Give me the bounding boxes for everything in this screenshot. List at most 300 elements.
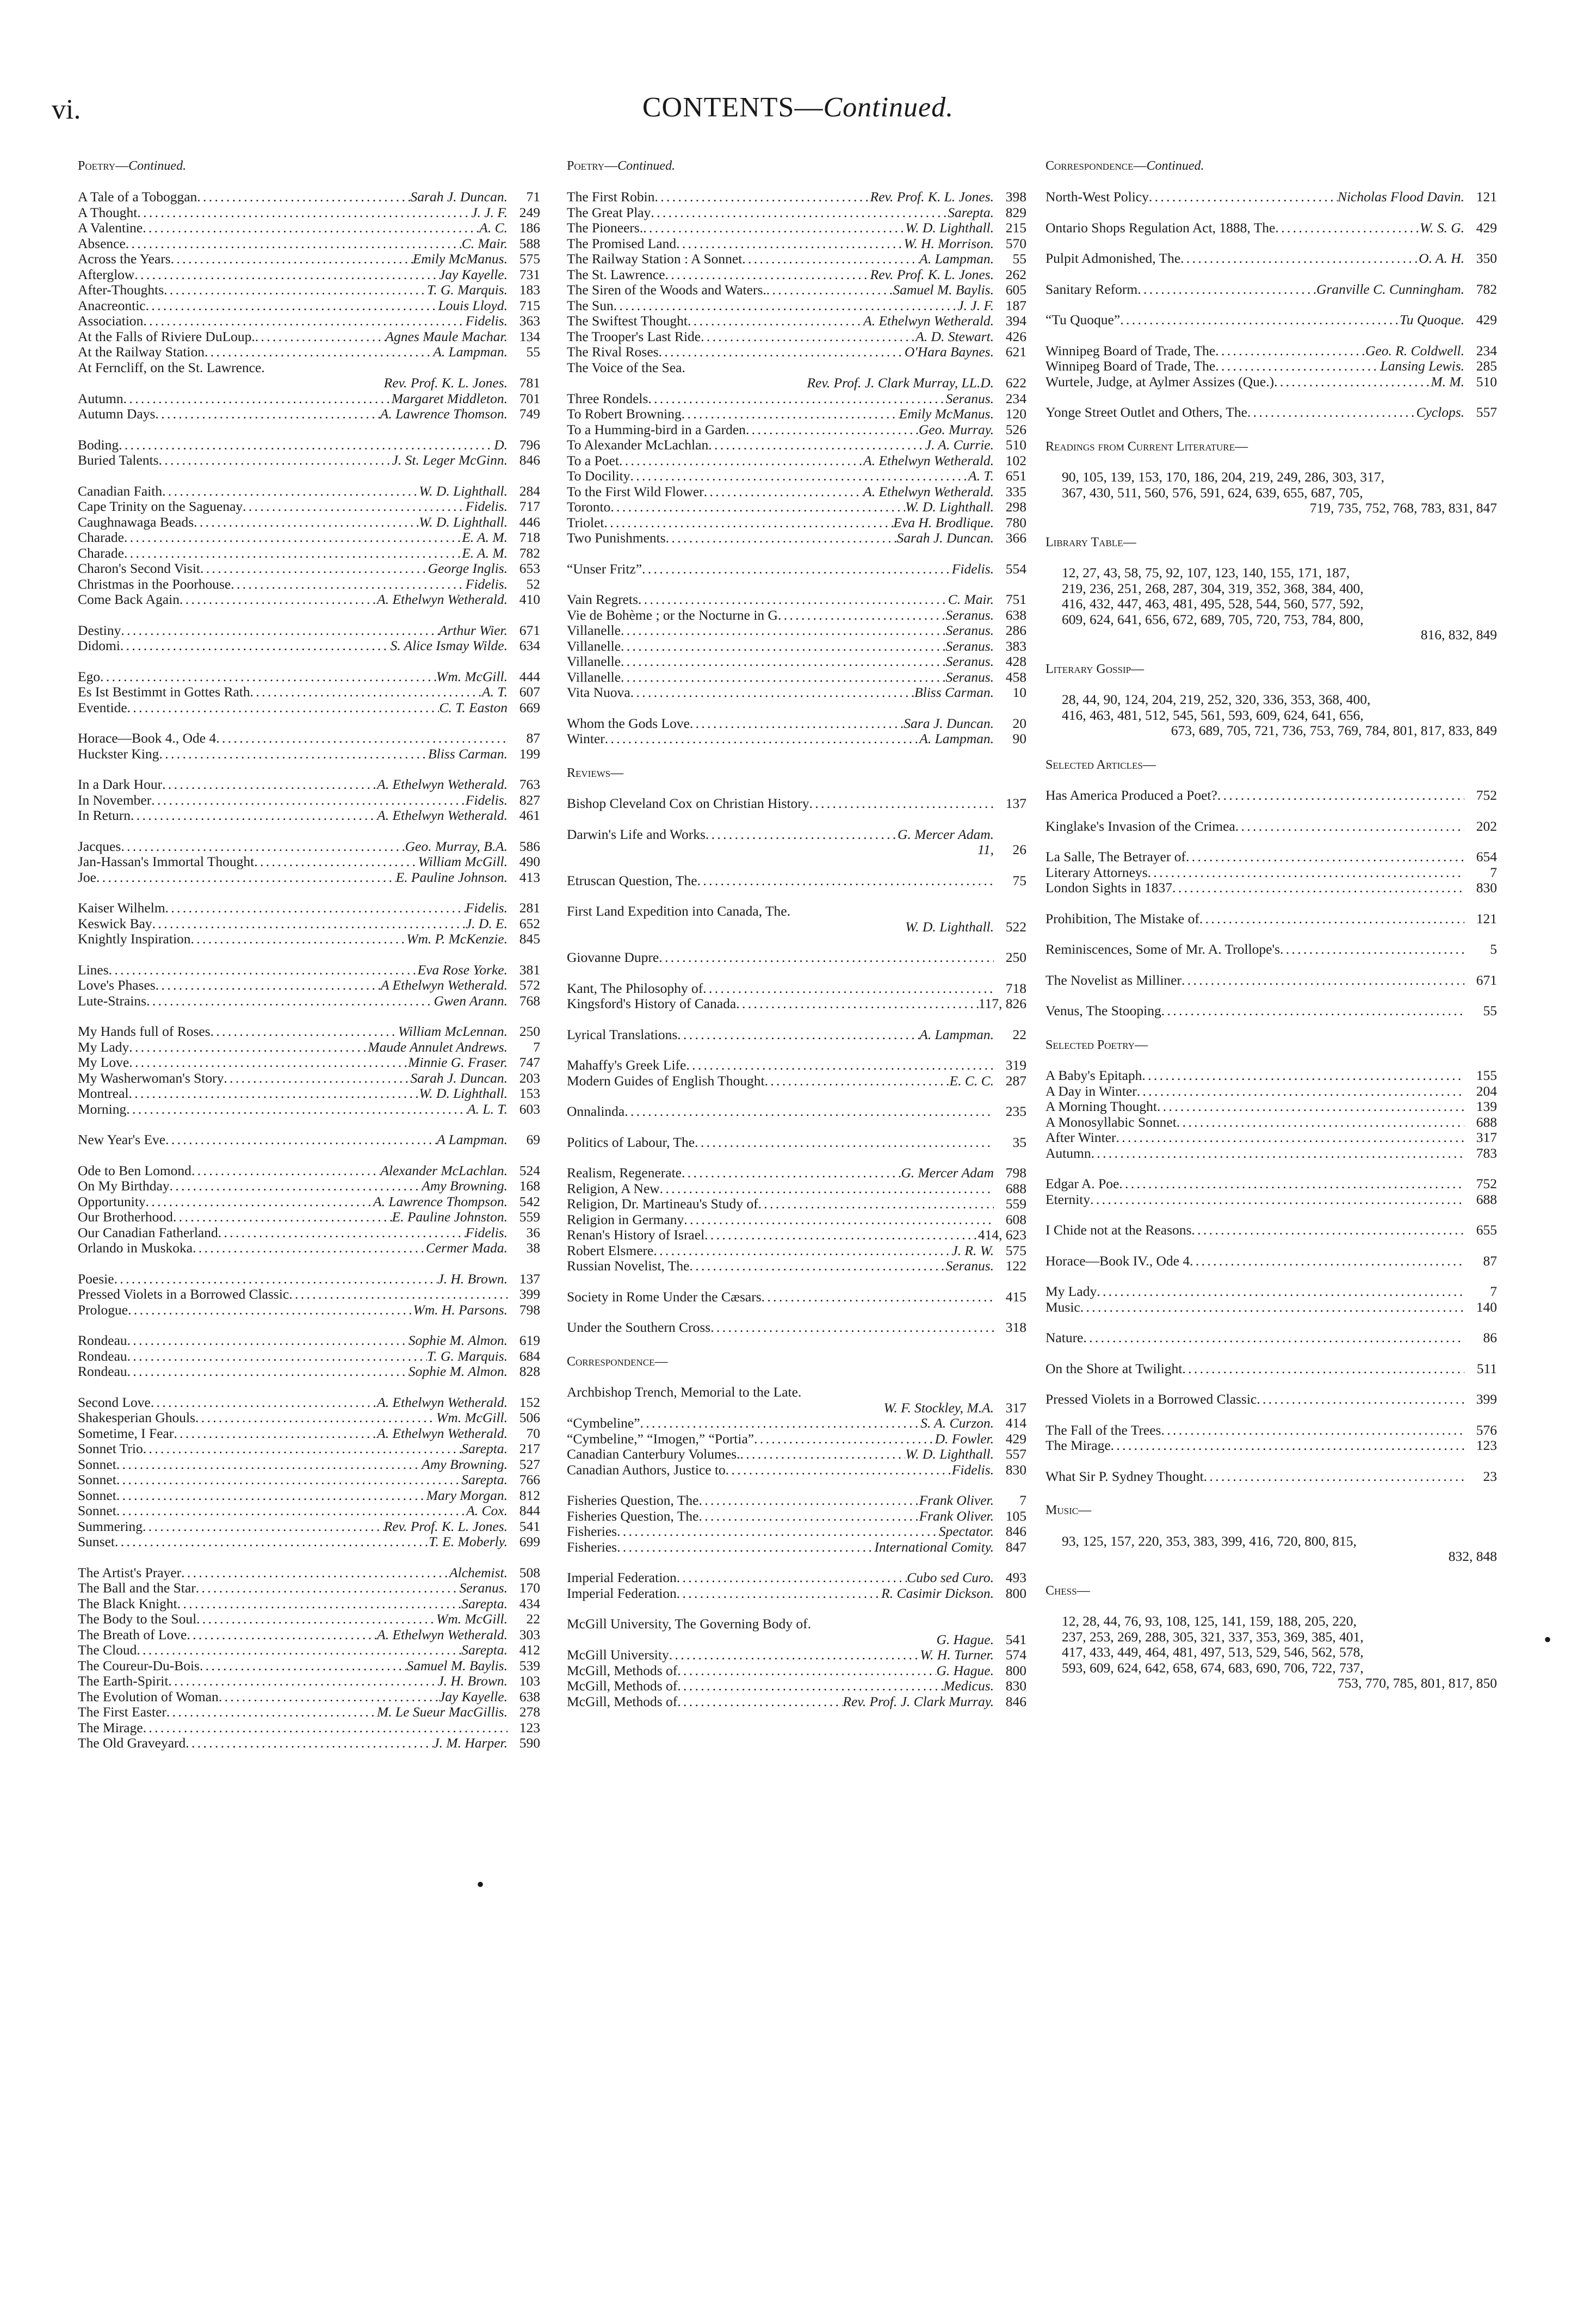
index-entry <box>567 685 1026 701</box>
entry-page: 800 <box>1005 1585 1026 1601</box>
leader-dots <box>120 638 391 654</box>
page-number-line: 93, 125, 157, 220, 353, 383, 399, 416, 720, 800, 815, <box>1062 1533 1357 1549</box>
index-entry <box>567 220 1026 236</box>
entry-author: Wm. McGill. <box>436 1410 508 1425</box>
leader-dots <box>114 1271 438 1287</box>
entry-title: My Love <box>78 1055 129 1070</box>
index-entry <box>1046 405 1497 421</box>
entry-page: 428 <box>1005 654 1026 669</box>
chess-page-list <box>1046 1614 1497 1691</box>
leader-dots <box>704 484 863 500</box>
index-entry <box>78 1364 540 1380</box>
entry-title: A Day in Winter <box>1046 1083 1137 1099</box>
entry-page: 429 <box>1476 312 1497 328</box>
index-entry <box>567 1462 1026 1478</box>
leader-dots <box>630 685 914 701</box>
index-entry <box>1046 942 1497 958</box>
leader-dots <box>143 1720 508 1736</box>
entry-page: 187 <box>1005 298 1026 313</box>
entry-title: Caughnawaga Beads <box>78 514 194 530</box>
leader-dots <box>630 468 969 484</box>
entry-page: 7 <box>1490 864 1497 880</box>
index-entry-continuation <box>78 375 540 391</box>
entry-title: Religion, A New <box>567 1181 660 1196</box>
entry-author: W. H. Turner. <box>920 1647 994 1663</box>
leader-dots <box>758 1196 994 1212</box>
index-entry-continuation <box>567 375 1026 391</box>
entry-page: 752 <box>1476 1176 1497 1191</box>
entry-page: 153 <box>519 1086 540 1101</box>
entry-title: What Sir P. Sydney Thought <box>1046 1468 1204 1484</box>
entry-title: Autumn <box>78 391 123 406</box>
leader-dots <box>677 1678 943 1694</box>
leader-dots <box>651 205 948 221</box>
entry-title: Lute-Strains <box>78 993 147 1009</box>
leader-dots <box>621 639 945 654</box>
entry-author: A. Ethelwyn Wetherald. <box>863 313 994 329</box>
entry-title: The Mirage <box>78 1720 143 1736</box>
entry-author: Fidelis. <box>465 313 508 329</box>
entry-author: C. Mair. <box>948 592 994 607</box>
entry-author: Cermer Mada. <box>425 1240 508 1256</box>
entry-page: 752 <box>1476 788 1497 803</box>
leader-dots <box>196 1611 436 1627</box>
leader-dots <box>194 515 419 530</box>
index-entry <box>1046 220 1497 236</box>
entry-page: 783 <box>1476 1145 1497 1161</box>
entry-page: 134 <box>519 329 540 344</box>
entry-title: Ode to Ben Lomond <box>78 1163 191 1178</box>
index-entry <box>567 484 1026 500</box>
leader-dots <box>191 931 407 947</box>
poetry-index-list <box>567 189 1026 747</box>
entry-title: “Cymbeline” <box>567 1416 640 1431</box>
entry-page: 557 <box>1005 1447 1026 1462</box>
index-entry <box>1046 1438 1497 1454</box>
entry-title: Yonge Street Outlet and Others, The <box>1046 405 1247 420</box>
leader-dots <box>689 1258 945 1274</box>
entry-title: Cape Trinity on the Saguenay <box>78 499 243 514</box>
leader-dots <box>116 1503 466 1519</box>
leader-dots <box>164 282 427 298</box>
leader-dots <box>119 437 494 453</box>
entry-title: New Year's Eve <box>78 1132 166 1147</box>
entry-page: 701 <box>519 391 540 406</box>
page-number-line: 673, 689, 705, 721, 736, 753, 769, 784, 801, 817, 833, 849 <box>1171 722 1497 738</box>
entry-page: 140 <box>1476 1299 1497 1315</box>
entry-title: Bishop Cleveland Cox on Christian History <box>567 796 809 811</box>
entry-author: W. D. Lighthall. <box>419 483 508 499</box>
entry-page: 137 <box>519 1271 540 1287</box>
leader-dots <box>778 608 946 623</box>
entry-page: 319 <box>1005 1058 1026 1073</box>
index-entry <box>1046 374 1497 390</box>
index-entry <box>567 1416 1026 1431</box>
entry-page: 510 <box>1476 374 1497 390</box>
entry-author: A. Ethelwyn Wetherald. <box>863 453 994 468</box>
entry-page: 122 <box>1005 1258 1026 1274</box>
leader-dots <box>127 1364 409 1380</box>
entry-author: Jay Kayelle. <box>438 267 508 282</box>
entry-title: The Coureur-Du-Bois <box>78 1658 200 1673</box>
entry-author: A. Ethelwyn Wetherald. <box>863 484 994 499</box>
leader-dots <box>695 1135 994 1151</box>
leader-dots <box>205 344 433 360</box>
leader-dots <box>116 1457 422 1473</box>
index-entry <box>78 1333 540 1349</box>
entry-title: Villanelle <box>567 623 621 638</box>
index-entry <box>567 1663 1026 1679</box>
entry-title: Winnipeg Board of Trade, The <box>1046 343 1216 359</box>
entry-page: 590 <box>519 1736 540 1751</box>
entry-page: 766 <box>519 1472 540 1487</box>
index-entry <box>78 1102 540 1117</box>
entry-title: Vita Nuova <box>567 685 630 700</box>
leader-dots <box>289 1287 508 1302</box>
entry-title: Realism, Regenerate <box>567 1165 682 1181</box>
index-entry <box>1046 1469 1497 1485</box>
leader-dots <box>742 251 919 267</box>
index-entry <box>567 360 1026 376</box>
entry-author: Rev. Prof. K. L. Jones. <box>870 189 994 205</box>
section-heading-correspondence-continued: Correspondence—Continued. <box>1046 159 1204 173</box>
index-entry <box>78 1225 540 1241</box>
index-entry <box>1046 251 1497 267</box>
index-entry <box>78 1596 540 1612</box>
index-entry <box>78 1209 540 1225</box>
leader-dots <box>660 1181 994 1197</box>
leader-dots <box>115 1534 429 1550</box>
index-entry <box>78 360 540 376</box>
index-entry <box>567 391 1026 407</box>
entry-author: Seranus. <box>945 638 994 654</box>
entry-page: 152 <box>519 1394 540 1410</box>
section-heading-continued: Continued. <box>1146 159 1204 173</box>
index-entry <box>1046 1176 1497 1192</box>
index-entry <box>1046 1146 1497 1162</box>
entry-title: Sonnet <box>78 1456 116 1472</box>
entry-author: Fidelis. <box>465 900 508 916</box>
index-entry <box>1046 1423 1497 1438</box>
entry-page: 168 <box>519 1178 540 1194</box>
leader-dots <box>143 313 465 329</box>
entry-page: 183 <box>519 282 540 298</box>
entry-title: Ego <box>78 669 101 684</box>
leader-dots <box>688 313 863 329</box>
entry-title: After-Thoughts <box>78 282 164 298</box>
page-number-line: 12, 28, 44, 76, 93, 108, 125, 141, 159, 188, 205, 220, <box>1062 1613 1357 1629</box>
index-entry <box>78 1395 540 1411</box>
entry-title: Canadian Canterbury Volumes. <box>567 1447 740 1462</box>
index-entry <box>567 251 1026 267</box>
leader-dots <box>116 1472 461 1488</box>
entry-title: Sanitary Reform <box>1046 281 1138 297</box>
entry-author: T. G. Marquis. <box>426 282 508 298</box>
entry-author: Amy Browning. <box>422 1178 508 1194</box>
leader-dots <box>666 530 897 546</box>
entry-title: A Monosyllabic Sonnet <box>1046 1114 1177 1130</box>
entry-page: 203 <box>519 1070 540 1086</box>
index-entry <box>78 1040 540 1055</box>
index-entry <box>567 731 1026 747</box>
index-entry <box>78 329 540 345</box>
page-number-line: 593, 609, 624, 642, 658, 674, 683, 690, 706, 722, 737, <box>1062 1659 1364 1676</box>
index-entry-continuation <box>567 842 1026 858</box>
leader-dots <box>1180 251 1419 267</box>
leader-dots <box>617 1540 874 1555</box>
index-entry <box>567 453 1026 469</box>
entry-title: Our Canadian Fatherland <box>78 1225 218 1240</box>
entry-page: 781 <box>519 375 540 391</box>
entry-page: 446 <box>519 514 540 530</box>
entry-page: 684 <box>519 1348 540 1364</box>
entry-title: Christmas in the Poorhouse <box>78 576 231 592</box>
entry-author: A. Lampman. <box>919 1027 994 1042</box>
entry-title: Anacreontic <box>78 298 146 313</box>
entry-author: Gwen Arann. <box>434 993 508 1009</box>
index-entry <box>567 1227 1026 1243</box>
entry-page: 508 <box>519 1565 540 1580</box>
entry-title: Pressed Violets in a Borrowed Classic <box>1046 1392 1257 1407</box>
entry-title: At the Falls of Riviere DuLoup. <box>78 329 255 344</box>
index-entry <box>1046 359 1497 374</box>
leader-dots <box>250 684 482 700</box>
index-entry <box>567 530 1026 546</box>
index-entry <box>567 236 1026 252</box>
entry-author: A. Lampman. <box>433 344 508 360</box>
ink-dot-mark: • <box>477 1872 485 1897</box>
index-entry <box>78 669 540 685</box>
entry-title: A Morning Thought <box>1046 1099 1157 1114</box>
leader-dots <box>191 1163 380 1179</box>
index-entry <box>567 1524 1026 1540</box>
entry-page: 70 <box>526 1425 540 1441</box>
entry-title: Villanelle <box>567 654 621 669</box>
index-entry <box>78 251 540 267</box>
entry-author: Sarah J. Duncan. <box>410 1070 508 1086</box>
entry-title: The Mirage <box>1046 1438 1111 1453</box>
entry-title: Vie de Bohème ; or the Nocturne in G <box>567 607 778 623</box>
entry-title: The Great Play <box>567 205 651 220</box>
leader-dots <box>116 1488 426 1504</box>
index-entry <box>1046 880 1497 896</box>
entry-page: 414, 623 <box>978 1227 1026 1243</box>
leader-dots <box>619 453 863 469</box>
index-entry <box>78 530 540 546</box>
index-entry <box>78 916 540 932</box>
entry-page: 510 <box>1005 437 1026 453</box>
entry-author: J. St. Leger McGinn. <box>392 453 508 468</box>
leader-dots <box>766 282 893 298</box>
entry-page: 204 <box>1476 1083 1497 1099</box>
index-entry <box>567 996 1026 1012</box>
entry-page: 363 <box>519 313 540 329</box>
index-entry <box>78 1410 540 1426</box>
entry-author: G. Hague. <box>936 1663 994 1678</box>
entry-page: 69 <box>526 1132 540 1147</box>
entry-author: J. D. E. <box>465 916 508 931</box>
leader-dots <box>659 344 905 360</box>
leader-dots <box>1190 1253 1464 1269</box>
entry-author: Fidelis. <box>951 1462 994 1478</box>
leader-dots <box>137 205 471 221</box>
index-entry <box>1046 1115 1497 1131</box>
entry-page: 847 <box>1005 1539 1026 1555</box>
entry-page: 638 <box>519 1689 540 1704</box>
column-middle <box>567 158 1026 1709</box>
leader-dots <box>1204 1469 1464 1485</box>
entry-title: Music <box>1046 1299 1080 1315</box>
entry-page: 688 <box>1476 1191 1497 1207</box>
entry-title: Literary Attorneys <box>1046 864 1148 880</box>
leader-dots <box>682 1165 901 1181</box>
entry-title: Politics of Labour, The <box>567 1134 695 1150</box>
entry-title: Russian Novelist, The <box>567 1258 690 1274</box>
index-entry <box>78 1178 540 1194</box>
entry-title: The Evolution of Woman <box>78 1689 219 1704</box>
leader-dots <box>1181 973 1464 989</box>
entry-title: The Body to the Soul <box>78 1611 197 1627</box>
entry-author: J. R. W. <box>951 1243 994 1258</box>
index-entry <box>78 808 540 824</box>
entry-title: Morning <box>78 1101 127 1117</box>
index-entry <box>78 931 540 947</box>
entry-page: 318 <box>1005 1320 1026 1335</box>
leader-dots <box>1111 1438 1464 1454</box>
entry-author: Rev. Prof. K. L. Jones. <box>870 267 994 282</box>
entry-page: 117, 826 <box>978 996 1026 1011</box>
section-heading-selected-articles: Selected Articles— <box>1046 757 1156 772</box>
column-right <box>1046 158 1497 1691</box>
entry-author: Geo. Murray. <box>918 422 994 437</box>
entry-title: Sunset <box>78 1534 115 1549</box>
entry-page: 827 <box>519 792 540 808</box>
leader-dots <box>131 808 377 824</box>
entry-author: Lansing Lewis. <box>1380 359 1464 374</box>
leader-dots <box>126 1102 467 1117</box>
index-entry <box>78 313 540 329</box>
entry-author: G. Hague. <box>936 1631 994 1647</box>
entry-page: 671 <box>1476 972 1497 988</box>
index-entry <box>78 638 540 654</box>
entry-page: 121 <box>1476 911 1497 927</box>
index-entry <box>78 900 540 916</box>
entry-author: Fidelis. <box>465 576 508 592</box>
entry-title: Canadian Authors, Justice to <box>567 1462 726 1478</box>
entry-title: Ontario Shops Regulation Act, 1888, The <box>1046 220 1276 236</box>
leader-dots <box>621 654 945 670</box>
index-entry <box>1046 788 1497 804</box>
index-entry <box>78 1472 540 1488</box>
entry-page: 830 <box>1005 1678 1026 1694</box>
index-entry <box>78 1086 540 1102</box>
entry-page: 830 <box>1476 880 1497 895</box>
leader-dots <box>124 530 462 546</box>
entry-author: Sarah J. Duncan. <box>896 530 994 546</box>
leader-dots <box>126 236 462 252</box>
selected-articles-list <box>1046 788 1497 1019</box>
entry-page: 426 <box>1005 329 1026 344</box>
leader-dots <box>211 1024 398 1040</box>
entry-author: Samuel M. Baylis. <box>893 282 994 298</box>
entry-page: 102 <box>1005 453 1026 468</box>
leader-dots <box>1215 343 1365 359</box>
leader-dots <box>643 220 905 236</box>
index-entry <box>78 1302 540 1318</box>
leader-dots <box>1090 1192 1464 1208</box>
index-entry <box>567 950 1026 966</box>
entry-page: 800 <box>1005 1663 1026 1678</box>
index-entry <box>78 1565 540 1581</box>
entry-author: Fidelis. <box>951 561 994 577</box>
entry-page: 574 <box>1005 1647 1026 1663</box>
leader-dots <box>642 561 952 577</box>
entry-author: C. Mair. <box>461 236 508 251</box>
entry-title: The Rival Roses <box>567 344 659 360</box>
entry-page: 262 <box>1005 267 1026 282</box>
entry-author: W. D. Lighthall. <box>905 220 994 236</box>
entry-author: A. T. <box>482 684 508 700</box>
leader-dots <box>614 298 957 314</box>
leader-dots <box>1116 1130 1465 1146</box>
entry-title: After Winter <box>1046 1130 1116 1145</box>
entry-page: 607 <box>519 684 540 700</box>
entry-title: Archbishop Trench, Memorial to the Late. <box>567 1385 802 1400</box>
entry-author: W. D. Lighthall. <box>419 1086 508 1101</box>
index-entry <box>78 1534 540 1550</box>
index-entry <box>78 344 540 360</box>
entry-title: Robert Elsmere <box>567 1243 654 1258</box>
entry-page: 335 <box>1005 484 1026 499</box>
entry-author: Wm. P. McKenzie. <box>406 931 508 947</box>
leader-dots <box>677 1570 907 1586</box>
entry-author: M. Le Sueur MacGillis. <box>376 1704 508 1720</box>
index-entry <box>1046 1300 1497 1316</box>
leader-dots <box>677 1663 936 1679</box>
entry-page: 75 <box>1012 873 1026 888</box>
entry-title: A Tale of a Toboggan <box>78 189 197 205</box>
index-entry <box>78 1673 540 1689</box>
index-entry <box>1046 819 1497 835</box>
entry-title: Pressed Violets in a Borrowed Classic <box>78 1287 289 1302</box>
page-number-line: 237, 253, 269, 288, 305, 321, 337, 353, 369, 385, 401, <box>1062 1628 1364 1645</box>
entry-title: Vain Regrets <box>567 592 639 607</box>
page-number-line: 609, 624, 641, 656, 672, 689, 705, 720, 753, 784, 800, <box>1062 611 1364 627</box>
entry-page: 121 <box>1476 189 1497 205</box>
entry-author: W. D. Lighthall. <box>905 499 994 515</box>
index-entry <box>567 1058 1026 1073</box>
leader-dots <box>1083 1330 1464 1346</box>
leader-dots <box>665 267 870 283</box>
entry-title: Onnalinda <box>567 1104 625 1119</box>
entry-page: 575 <box>519 251 540 267</box>
leader-dots <box>1172 880 1464 896</box>
entry-author: Frank Oliver. <box>919 1493 994 1508</box>
entry-title: Es Ist Bestimmt in Gottes Rath <box>78 684 250 700</box>
index-entry <box>567 329 1026 345</box>
entry-author: Arthur Wier. <box>438 622 508 638</box>
entry-title: Jan-Hassan's Immortal Thought <box>78 854 255 869</box>
entry-page: 542 <box>519 1194 540 1209</box>
section-heading-music: Music— <box>1046 1503 1092 1517</box>
entry-page: 652 <box>519 916 540 931</box>
index-entry <box>78 406 540 422</box>
entry-title: McGill, Methods of <box>567 1663 678 1678</box>
entry-author: Wm. McGill. <box>436 669 508 684</box>
entry-page: 55 <box>1483 1003 1497 1018</box>
index-entry <box>78 437 540 453</box>
index-entry <box>567 904 1026 919</box>
